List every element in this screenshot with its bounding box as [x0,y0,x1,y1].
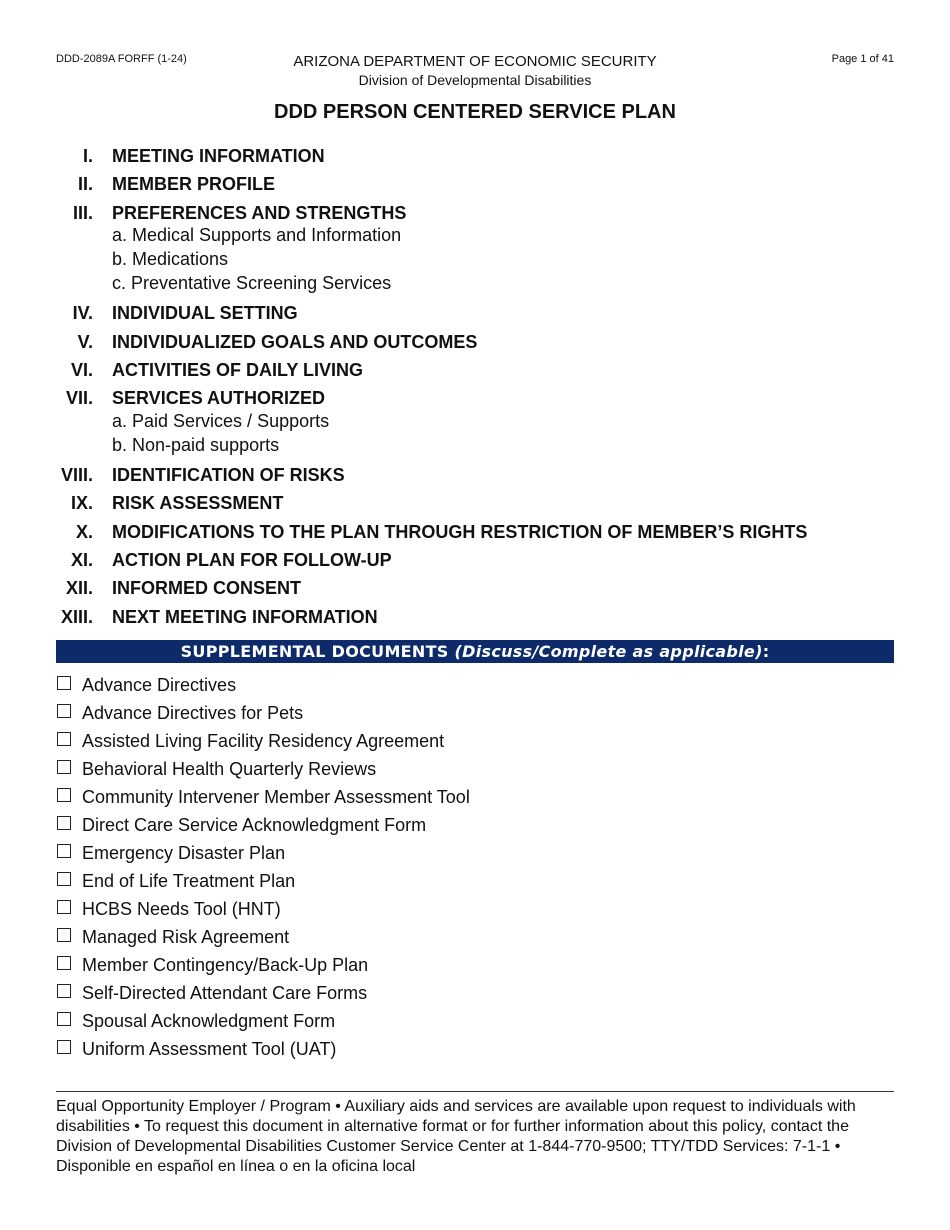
supplemental-label: SUPPLEMENTAL DOCUMENTS [180,642,449,661]
document-checkbox[interactable] [57,844,71,858]
section-heading-row [0,574,950,602]
subsection-item: c. Preventative Screening Services [112,273,392,294]
section-heading: SERVICES AUTHORIZED [112,388,326,409]
checklist-item [56,840,894,868]
subsection-list [112,223,950,295]
section-entry [0,170,950,198]
section-numeral: III. [72,202,93,223]
agency-name: ARIZONA DEPARTMENT OF ECONOMIC SECURITY [293,53,657,70]
document-label: Managed Risk Agreement [82,927,290,947]
section-heading-row [0,489,950,517]
document-checkbox[interactable] [57,984,71,998]
document-checkbox[interactable] [57,1012,71,1026]
section-entry [0,574,950,602]
subsection-item: b. Medications [112,249,229,270]
section-numeral: II. [77,174,93,195]
section-heading-row [0,356,950,384]
section-numeral: V. [77,331,93,352]
section-heading-row [0,603,950,631]
document-label: Advance Directives [82,675,237,695]
section-numeral: XII. [65,578,93,599]
supplemental-documents-banner [56,640,894,663]
page-number: Page 1 of 41 [831,53,894,65]
section-entry [0,142,950,170]
section-entry [0,328,950,356]
section-heading: MODIFICATIONS TO THE PLAN THROUGH RESTRICTION OF MEMBER’S RIGHTS [112,521,808,542]
section-numeral: XI. [70,549,93,570]
checklist-item [56,1036,894,1064]
document-checkbox[interactable] [57,788,71,802]
checklist-item [56,672,894,700]
section-numeral: VI. [70,359,93,380]
checklist-item [56,868,894,896]
section-entry [0,546,950,574]
section-heading: NEXT MEETING INFORMATION [112,606,378,627]
checklist-item [56,812,894,840]
document-label: Direct Care Service Acknowledgment Form [82,815,427,835]
document-label: Self-Directed Attendant Care Forms [82,983,368,1003]
checklist-item [56,924,894,952]
section-heading-row [0,142,950,170]
section-entry [0,199,950,295]
checklist-item [56,728,894,756]
checklist-item [56,952,894,980]
section-heading: MEETING INFORMATION [112,146,325,166]
section-numeral: IV. [72,303,93,324]
section-heading-row [0,299,950,327]
document-checkbox[interactable] [57,732,71,746]
section-heading: MEMBER PROFILE [112,174,276,195]
section-numeral: XIII. [60,606,93,627]
footer-notice: Equal Opportunity Employer / Program • Auxiliary aids and services are available upon request to individuals with disabilities • To request this document in alternative format or for further information about this policy, contact the Division of Developmental Disabilities Customer Service Center at 1-844-770-9500; TTY/TDD Services: 7-1-1 • Disponible en español en línea o en la oficina local [56,1098,856,1175]
document-label: Advance Directives for Pets [82,703,304,723]
document-checkbox[interactable] [57,760,71,774]
section-heading-row [0,170,950,198]
section-heading: PREFERENCES AND STRENGTHS [112,202,407,223]
document-label: Community Intervener Member Assessment Tool [82,787,470,807]
section-entry [0,299,950,327]
document-label: Assisted Living Facility Residency Agreement [82,731,445,751]
section-numeral: VIII. [60,464,93,485]
section-heading: ACTION PLAN FOR FOLLOW-UP [112,549,392,570]
checklist-item [56,896,894,924]
section-heading: INDIVIDUALIZED GOALS AND OUTCOMES [112,331,478,352]
document-checkbox[interactable] [57,704,71,718]
supplemental-documents-checklist [56,672,894,1064]
page-title: DDD PERSON CENTERED SERVICE PLAN [274,101,676,123]
section-heading: INDIVIDUAL SETTING [112,303,298,324]
section-heading: IDENTIFICATION OF RISKS [112,464,345,485]
section-numeral: I. [82,146,93,166]
document-label: Member Contingency/Back-Up Plan [82,955,369,975]
footer-divider [56,1091,894,1092]
section-entry [0,518,950,546]
checklist-item [56,980,894,1008]
section-heading: RISK ASSESSMENT [112,493,284,514]
document-label: Emergency Disaster Plan [82,843,286,863]
section-heading-row [0,328,950,356]
document-checkbox[interactable] [57,676,71,690]
section-heading: INFORMED CONSENT [112,578,301,599]
supplemental-hint: (Discuss/Complete as applicable) [454,642,763,661]
division-name: Division of Developmental Disabilities [358,72,592,88]
subsection-list [112,409,950,457]
document-label: Uniform Assessment Tool (UAT) [82,1039,337,1059]
section-heading-row [0,546,950,574]
section-heading-row [0,518,950,546]
checklist-item [56,1008,894,1036]
section-entry [0,489,950,517]
document-checkbox[interactable] [57,816,71,830]
checklist-item [56,700,894,728]
document-checkbox[interactable] [57,900,71,914]
subsection-item: a. Medical Supports and Information [112,225,402,246]
section-entry [0,384,950,456]
section-heading-row [0,461,950,489]
subsection-item: a. Paid Services / Supports [112,410,330,431]
section-heading: ACTIVITIES OF DAILY LIVING [112,359,364,380]
table-of-contents [0,142,950,631]
section-numeral: X. [75,521,93,542]
document-checkbox[interactable] [57,1040,71,1054]
document-label: Behavioral Health Quarterly Reviews [82,759,377,779]
document-label: End of Life Treatment Plan [82,871,296,891]
document-label: Spousal Acknowledgment Form [82,1011,336,1031]
subsection-item: b. Non-paid supports [112,434,280,455]
checklist-item [56,784,894,812]
checklist-item [56,756,894,784]
section-numeral: VII. [65,388,93,409]
document-label: HCBS Needs Tool (HNT) [82,899,281,919]
document-checkbox[interactable] [57,956,71,970]
section-entry [0,461,950,489]
section-numeral: IX. [70,493,93,514]
document-checkbox[interactable] [57,928,71,942]
document-checkbox[interactable] [57,872,71,886]
section-entry [0,356,950,384]
section-entry [0,603,950,631]
supplemental-suffix: : [762,642,770,661]
form-id: DDD-2089A FORFF (1-24) [56,53,187,65]
